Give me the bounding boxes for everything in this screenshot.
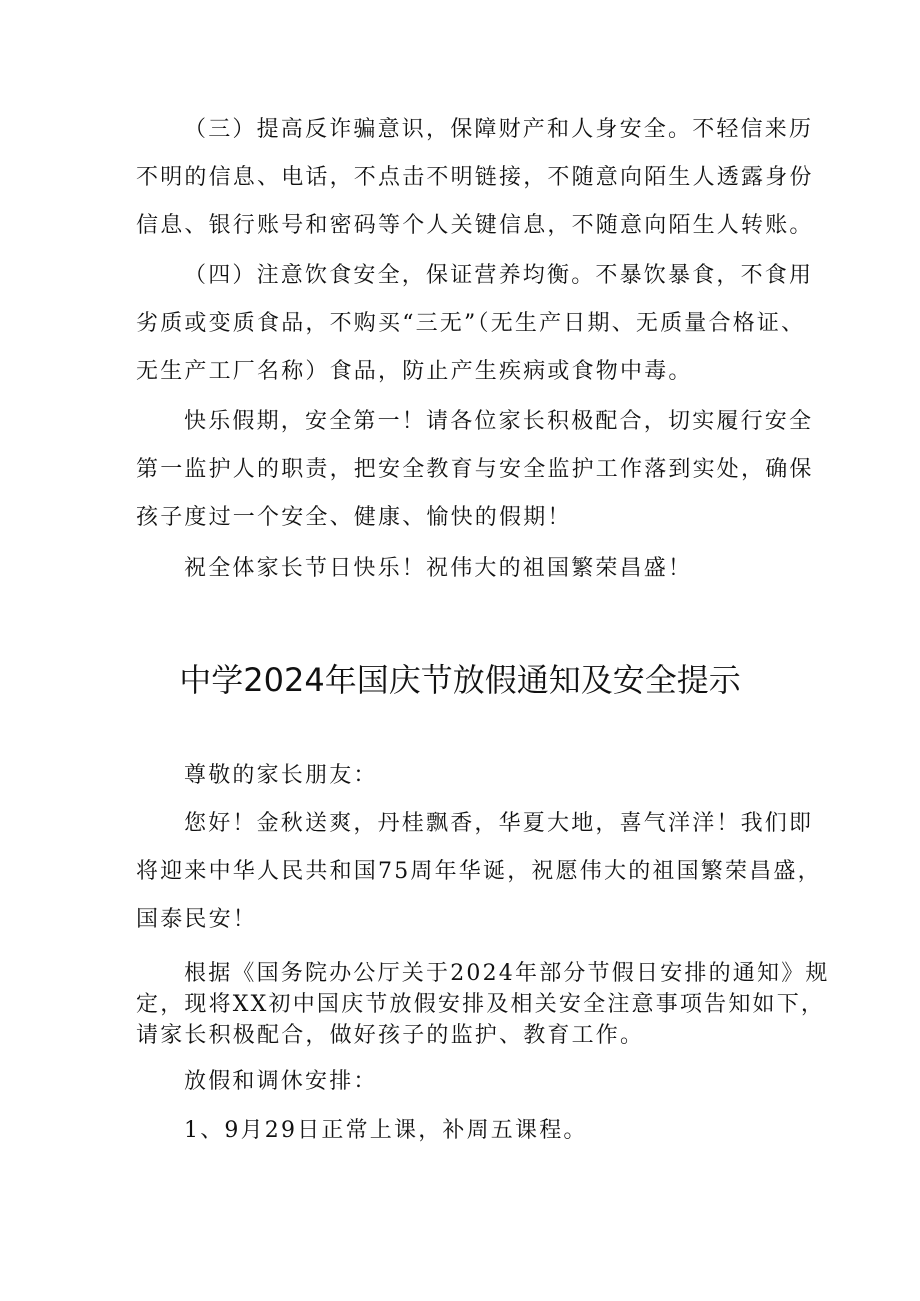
greeting — [136, 752, 800, 800]
paragraph-intro — [136, 800, 822, 944]
text-line: 孩子度过一个安全、健康、愉快的假期！ — [136, 505, 572, 530]
text-line: （四）注意饮食安全，保证营养均衡。不暴饮暴食，不食用 — [184, 263, 814, 288]
paragraph-blessing — [136, 545, 800, 593]
text-line: 根据《国务院办公厅关于2024年部分节假日安排的通知》规 — [184, 961, 830, 986]
paragraph-notice — [136, 958, 830, 1051]
text-line: 尊敬的家长朋友： — [184, 763, 378, 788]
paragraph-anti-fraud — [136, 106, 814, 250]
text-line: 国泰民安！ — [136, 907, 258, 932]
text-line: 信息、银行账号和密码等个人关键信息，不随意向陌生人转账。 — [136, 213, 814, 238]
text-line: 快乐假期，安全第一！请各位家长积极配合，切实履行安全 — [184, 409, 814, 434]
text-line: 第一监护人的职责，把安全教育与安全监护工作落到实处，确保 — [136, 457, 814, 482]
text-line: 您好！金秋送爽，丹桂飘香，华夏大地，喜气洋洋！我们即 — [184, 811, 814, 836]
text-line: 劣质或变质食品，不购买“三无”（无生产日期、无质量合格证、 — [136, 311, 806, 336]
text-line: （三）提高反诈骗意识，保障财产和人身安全。不轻信来历 — [184, 117, 814, 142]
document-title: 中学2024年国庆节放假通知及安全提示 — [179, 661, 741, 699]
text-line: 将迎来中华人民共和国75周年华诞，祝愿伟大的祖国繁荣昌盛， — [136, 859, 822, 884]
paragraph-food-safety — [136, 252, 814, 396]
text-line: 放假和调休安排： — [184, 1069, 378, 1094]
paragraph-safety-first — [136, 398, 814, 542]
text-line: 1、9月29日正常上课，补周五课程。 — [184, 1118, 588, 1143]
schedule-item — [136, 1107, 800, 1155]
text-line: 无生产工厂名称）食品，防止产生疾病或食物中毒。 — [136, 359, 693, 384]
schedule-heading — [136, 1058, 800, 1106]
text-line: 定，现将XX初中国庆节放假安排及相关安全注意事项告知如下， — [136, 992, 826, 1017]
text-line: 请家长积极配合，做好孩子的监护、教育工作。 — [136, 1023, 645, 1048]
text-line: 不明的信息、电话，不点击不明链接，不随意向陌生人透露身份 — [136, 165, 814, 190]
text-line: 祝全体家长节日快乐！祝伟大的祖国繁荣昌盛！ — [184, 556, 693, 581]
